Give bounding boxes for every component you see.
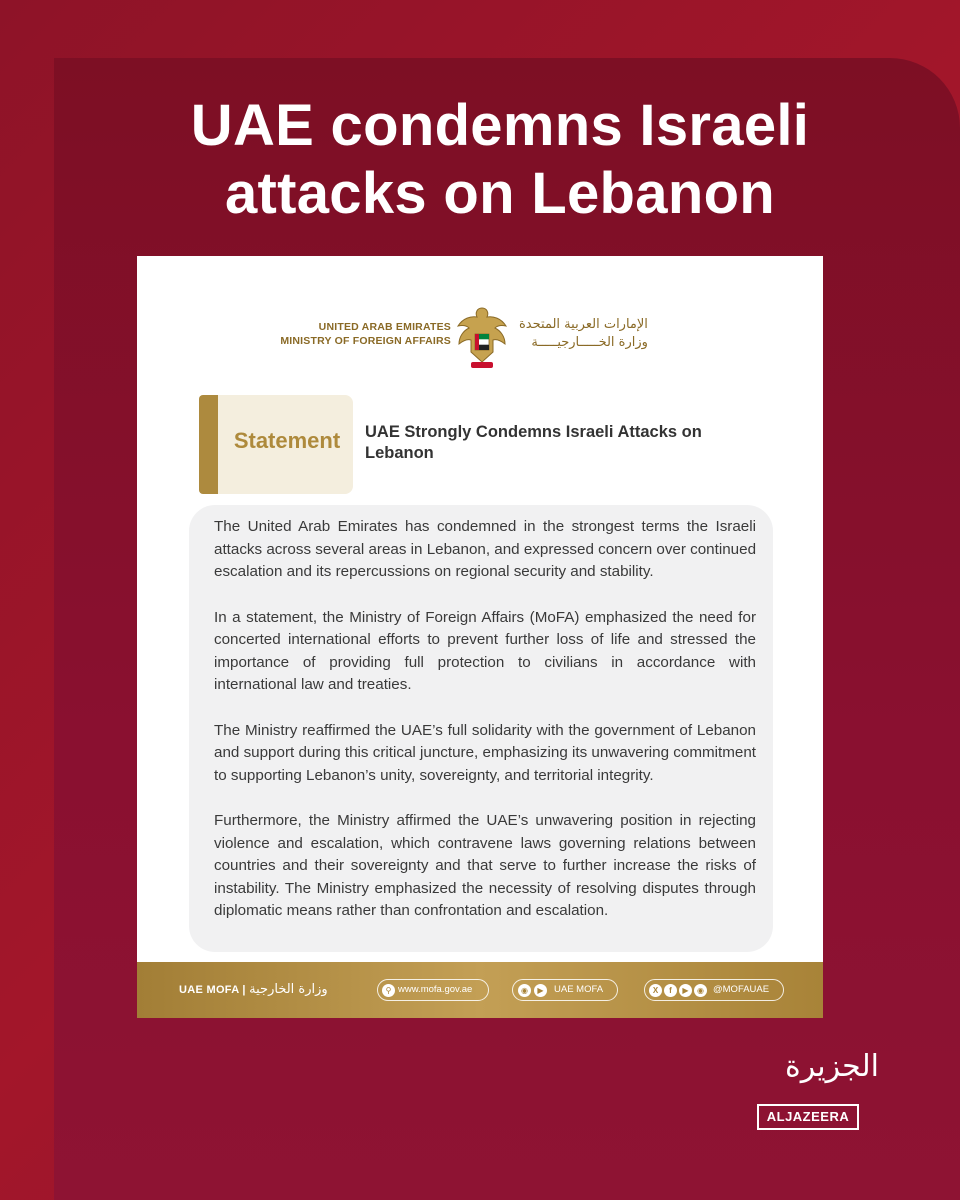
card-footer	[137, 962, 823, 1018]
footer-ministry-name	[179, 982, 328, 997]
statement-body	[214, 516, 756, 946]
paragraph-2: In a statement, the Ministry of Foreign Affairs (MoFA) emphasized the need for concerted international efforts to prevent further loss of life and stressed the importance of providing full protection to civilians in accordance with international law and treaties.	[214, 608, 756, 693]
ministry-logo	[137, 304, 823, 374]
statement-card	[137, 256, 823, 1018]
falcon-emblem-icon	[453, 304, 511, 372]
media-pill[interactable]	[512, 979, 618, 1001]
logo-ar-line1: الإمارات العربية المتحدة	[519, 317, 648, 332]
social-handle-text: @MOFAUAE	[713, 984, 770, 995]
logo-en-line2: MINISTRY OF FOREIGN AFFAIRS	[280, 335, 451, 347]
instagram-icon: ◉	[518, 984, 531, 997]
logo-ar-line2: وزارة الخـــــارجيـــــة	[531, 335, 648, 350]
website-text: www.mofa.gov.ae	[398, 984, 473, 995]
statement-label: Statement	[233, 428, 341, 453]
camera-icon: ◉	[694, 984, 707, 997]
headline: UAE condemns Israeli attacks on Lebanon	[190, 93, 810, 226]
paragraph-1: The United Arab Emirates has condemned in the strongest terms the Israeli attacks across several areas in Lebanon, and expressed concern over continued escalation and its repercussions on regional security and stability.	[214, 518, 757, 580]
social-pill[interactable]	[644, 979, 784, 1001]
statement-title: UAE Strongly Condemns Israeli Attacks on Lebanon	[365, 423, 702, 462]
facebook-icon: f	[664, 984, 677, 997]
youtube-icon: ▶	[534, 984, 547, 997]
video-icon: ▶	[679, 984, 692, 997]
logo-arabic	[519, 316, 648, 352]
media-handle-text: UAE MOFA	[554, 984, 604, 995]
x-icon: X	[649, 984, 662, 997]
aljazeera-logo	[757, 1036, 880, 1132]
footer-name-en: UAE MOFA |	[179, 984, 246, 996]
logo-en-line1: UNITED ARAB EMIRATES	[318, 321, 451, 333]
aljazeera-wordmark: ALJAZEERA	[757, 1104, 859, 1130]
statement-accent-bar	[199, 395, 218, 494]
logo-english	[280, 320, 451, 348]
footer-name-ar: وزارة الخارجية	[249, 982, 328, 997]
website-pill[interactable]	[377, 979, 489, 1001]
paragraph-3: The Ministry reaffirmed the UAE’s full solidarity with the government of Lebanon and support during this critical juncture, emphasizing its unwavering commitment to supporting Lebanon’s unity, sovereignty, and territorial integrity.	[214, 721, 756, 784]
search-icon: ⚲	[382, 984, 395, 997]
paragraph-4: Furthermore, the Ministry affirmed the UAE’s unwavering position in rejecting violence and escalation, which contravene laws governing relations between countries and their sovereignty and that serve to further increase the risks of instability. The Ministry emphasized the necessity of resolving disputes through diplomatic means rather than confrontation and escalation.	[214, 812, 756, 919]
aljazeera-emblem-icon: الجزيرة	[785, 1049, 880, 1084]
